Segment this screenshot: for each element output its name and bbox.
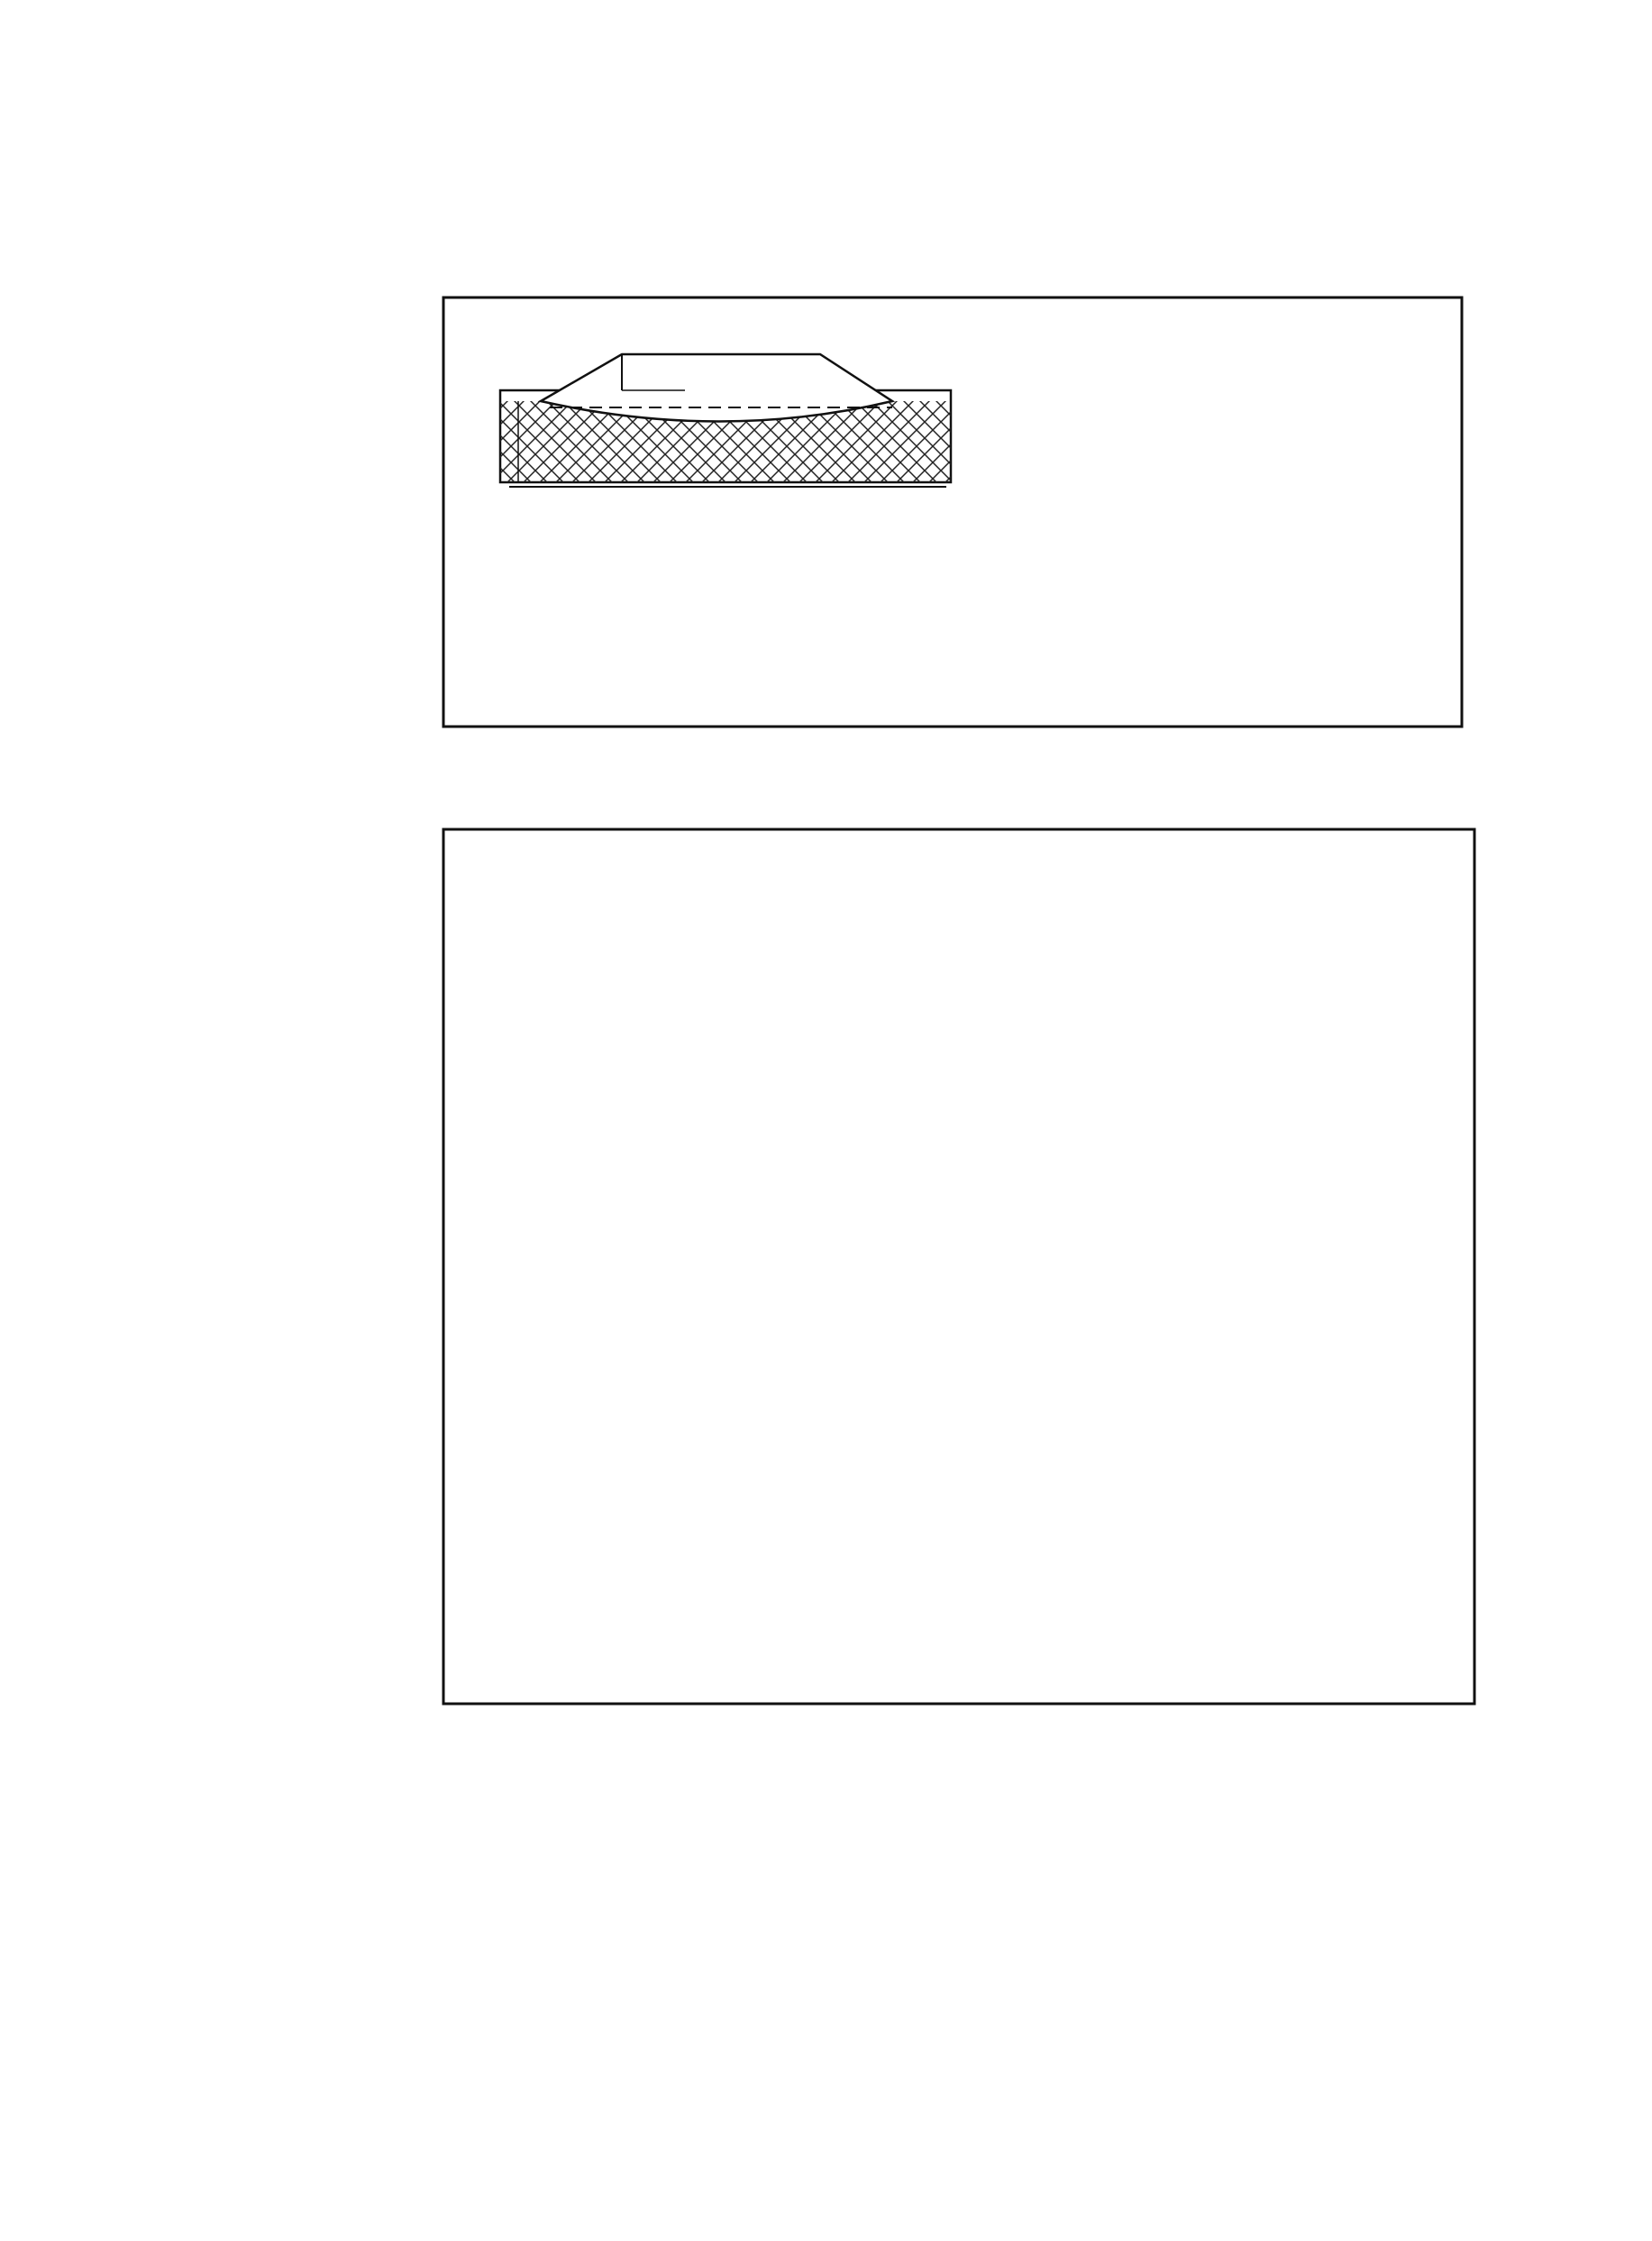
top-chart bbox=[443, 297, 1462, 727]
bottom-chart-frame bbox=[443, 829, 1474, 1704]
top-chart-frame bbox=[443, 297, 1462, 727]
bottom-chart bbox=[443, 829, 1474, 1704]
embankment bbox=[541, 354, 892, 422]
cross-section-inset bbox=[500, 354, 951, 487]
